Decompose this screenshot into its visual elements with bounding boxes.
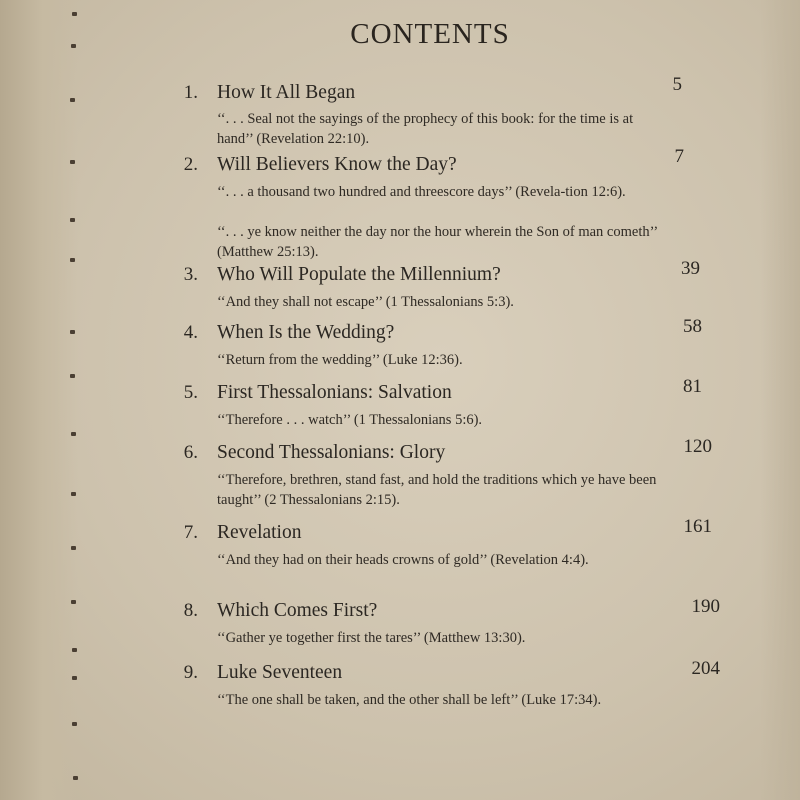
page-number: 7 (674, 146, 684, 167)
chapter-title[interactable]: Second Thessalonians: Glory (217, 442, 446, 463)
binding-stitch (70, 258, 75, 262)
binding-stitch (70, 98, 75, 102)
chapter-number: 1. (183, 82, 198, 103)
chapter-epigraph: ‘‘Gather ye together first the tares’’ (Matthew 13:30). (217, 630, 526, 646)
chapter-epigraph: ‘‘. . . Seal not the sayings of the prophecy of this book: for the time is at hand’’ (Revelation 22:10). (217, 111, 634, 147)
binding-stitch (72, 722, 77, 726)
chapter-epigraph: ‘‘Return from the wedding’’ (Luke 12:36). (217, 352, 463, 368)
binding-stitch (70, 330, 75, 334)
binding-stitch (71, 600, 76, 604)
page-number: 39 (681, 258, 700, 279)
binding-stitch (72, 12, 77, 16)
chapter-epigraph: ‘‘And they shall not escape’’ (1 Thessalonians 5:3). (217, 294, 514, 310)
chapter-number: 3. (183, 264, 198, 285)
page-edge-shadow (760, 0, 800, 800)
binding-stitch (70, 374, 75, 378)
chapter-number: 8. (183, 600, 198, 621)
binding-stitch (70, 160, 75, 164)
chapter-title[interactable]: How It All Began (217, 82, 356, 103)
chapter-number: 2. (183, 154, 198, 175)
chapter-number: 7. (183, 522, 198, 543)
chapter-epigraph-second: ‘‘. . . ye know neither the day nor the hour wherein the Son of man cometh’’ (Matthew 25:13). (217, 224, 658, 260)
chapter-epigraph: ‘‘Therefore, brethren, stand fast, and hold the traditions which ye have been taught’’ (2 Thessalonians 2:15). (217, 472, 657, 508)
chapter-title[interactable]: Luke Seventeen (217, 662, 343, 683)
chapter-epigraph: ‘‘And they had on their heads crowns of gold’’ (Revelation 4:4). (217, 552, 589, 568)
chapter-title[interactable]: First Thessalonians: Salvation (217, 382, 452, 403)
binding-stitch (71, 492, 76, 496)
binding-stitch (73, 776, 78, 780)
chapter-title[interactable]: When Is the Wedding? (217, 322, 395, 343)
page-number: 190 (691, 596, 720, 617)
binding-stitch (71, 432, 76, 436)
chapter-epigraph: ‘‘The one shall be taken, and the other shall be left’’ (Luke 17:34). (217, 692, 602, 708)
page-number: 58 (683, 316, 702, 337)
page-number: 204 (691, 658, 720, 679)
chapter-title[interactable]: Revelation (217, 522, 302, 543)
binding-stitch (71, 546, 76, 550)
chapter-number: 9. (183, 662, 198, 683)
binding-stitch (72, 676, 77, 680)
chapter-title[interactable]: Will Believers Know the Day? (217, 154, 457, 175)
page-number: 120 (683, 436, 712, 457)
page-number: 161 (683, 516, 712, 537)
chapter-number: 4. (183, 322, 198, 343)
book-gutter (0, 0, 78, 800)
page-number: 5 (672, 74, 682, 95)
page-title: CONTENTS (350, 18, 510, 50)
chapter-number: 5. (183, 382, 198, 403)
binding-stitch (70, 218, 75, 222)
chapter-epigraph: ‘‘. . . a thousand two hundred and threescore days’’ (Revela-tion 12:6). (217, 184, 626, 200)
chapter-epigraph: ‘‘Therefore . . . watch’’ (1 Thessalonians 5:6). (217, 412, 483, 428)
binding-stitch (72, 648, 77, 652)
page-number: 81 (683, 376, 702, 397)
chapter-number: 6. (183, 442, 198, 463)
chapter-title[interactable]: Which Comes First? (217, 600, 378, 621)
chapter-title[interactable]: Who Will Populate the Millennium? (217, 264, 501, 285)
